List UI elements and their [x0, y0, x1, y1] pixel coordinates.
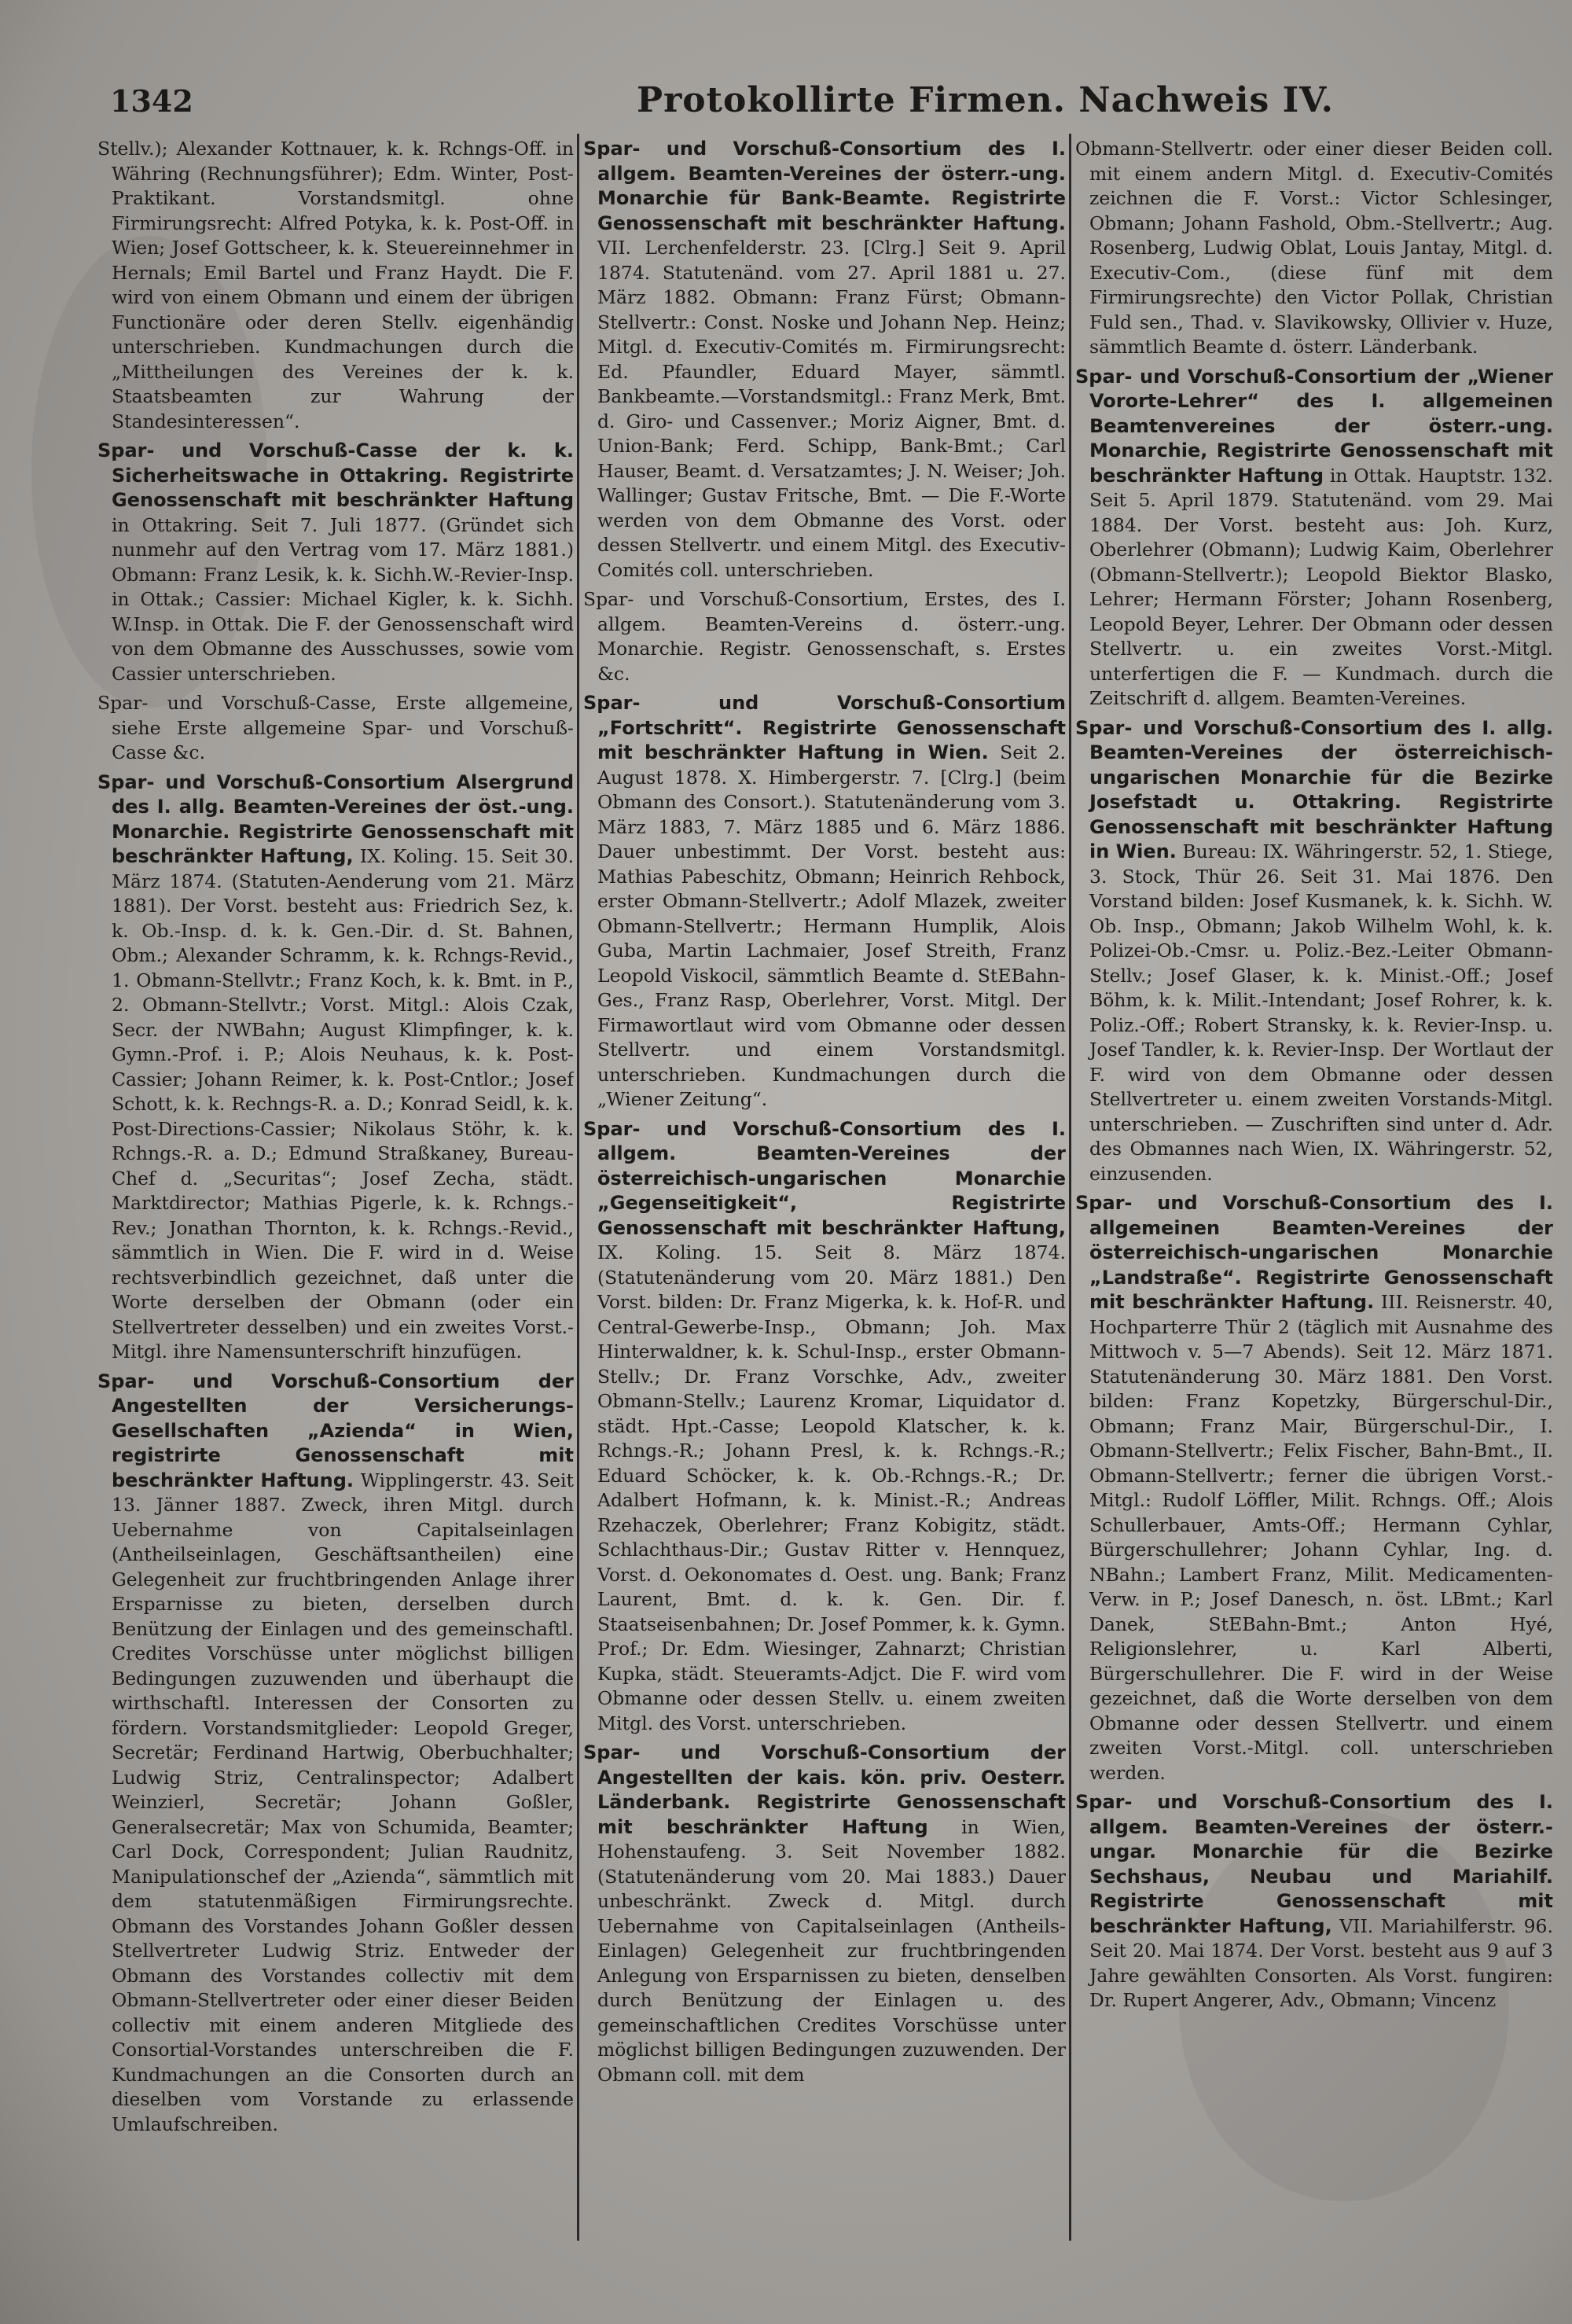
directory-entry	[1075, 1790, 1553, 2013]
entry-text: in Ottakring. Seit 7. Juli 1877. (Gründet sich nunmehr auf den Vertrag vom 17. März 1881.) Obmann: Franz Lesik, k. k. Sichh.W.-Revier-Insp. in Ottak.; Cassier: Michael Kigler, k. k. Sichh. W.Insp. in Ottak. Die F. der Genossenschaft wird von dem Obmanne des Ausschusses, sowie vom Cassier unterschrieben.	[112, 513, 574, 685]
entry-firm-name: Spar- und Vorschuß-Consortium Alsergrund des I. allg. Beamten-Vereines der öst.-ung. Monarchie. Registrirte Genossenschaft mit beschränkter Haftung,	[97, 770, 574, 867]
entry-text: IX. Koling. 15. Seit 30. März 1874. (Statuten-Aenderung vom 21. März 1881). Der Vorst. besteht aus: Friedrich Sez, k. k. Ob.-Insp. d. k. k. Gen.-Dir. d. St. Bahnen, Obm.; Alexander Schramm, k. k. Rchngs-Revid., 1. Obmann-Stellvtr.; Franz Koch, k. k. Bmt. in P., 2. Obmann-Stellvtr.; Vorst. Mitgl.: Alois Czak, Secr. der NWBahn; August Klimpfinger, k. k. Gymn.-Prof. i. P.; Alois Neuhaus, k. k. Post-Cassier; Johann Reimer, k. k. Post-Cntlor.; Josef Schott, k. k. Rechngs-R. a. D.; Konrad Seidl, k. k. Post-Directions-Cassier; Nikolaus Stöhr, k. k. Rchngs.-R. a. D.; Edmund Straßkaney, Bureau-Chef d. „Securitas“; Josef Zecha, städt. Marktdirector; Mathias Pigerle, k. k. Rchngs.-Rev.; Jonathan Thornton, k. k. Rchngs.-Revid., sämmtlich in Wien. Die F. wird in d. Weise rechtsverbindlich gezeichnet, daß unter die Worte derselben der Obmann (oder ein Stellvertreter desselben) und ein zweites Vorst.-Mitgl. ihre Namensunterschrift hinzufügen.	[112, 845, 574, 1362]
entry-firm-name: Spar- und Vorschuß-Consortium der Angestellten der kais. kön. priv. Oesterr. Länderbank. Registrirte Genossenschaft mit beschränkter Haftung	[583, 1741, 1066, 1838]
directory-entry	[1075, 716, 1553, 1187]
entry-text: VII. Mariahilferstr. 96. Seit 20. Mai 1874. Der Vorst. besteht aus 9 auf 3 Jahre gewählten Consorten. Als Vorst. fungiren: Dr. Rupert Angerer, Adv., Obmann; Vincenz	[1089, 1914, 1553, 2011]
entry-text: Bureau: IX. Währingerstr. 52, 1. Stiege, 3. Stock, Thür 26. Seit 31. Mai 1876. Den Vorstand bilden: Josef Kusmanek, k. k. Sichh. W. Ob. Insp., Obmann; Jakob Wilhelm Wohl, k. k. Polizei-Ob.-Cmsr. u. Poliz.-Bez.-Leiter Obmann-Stellv.; Josef Glaser, k. k. Minist.-Off.; Josef Böhm, k. k. Milit.-Intendant; Josef Rohrer, k. k. Poliz.-Off.; Robert Stransky, k. k. Revier-Insp. u. Josef Tandler, k. k. Revier-Insp. Der Wortlaut der F. wird von dem Obmanne oder dessen Stellvertreter u. einem zweiten Vorstands-Mitgl. unterschrieben. — Zuschriften sind unter d. Adr. des Obmannes nach Wien, IX. Währingerstr. 52, einzusenden.	[1089, 840, 1553, 1185]
column-rule	[1069, 134, 1071, 2241]
directory-entry	[97, 1370, 574, 2138]
running-title: Protokollirte Firmen. Nachweis IV.	[637, 80, 1334, 120]
entry-text: Spar- und Vorschuß-Casse, Erste allgemeine, siehe Erste allgemeine Spar- und Vorschuß-Casse &c.	[97, 692, 574, 763]
page-header	[86, 75, 1501, 138]
column-rule	[577, 134, 579, 2241]
entry-text: Wipplingerstr. 43. Seit 13. Jänner 1887. Zweck, ihren Mitgl. durch Uebernahme von Capitalseinlagen (Antheilseinlagen, Geschäftsantheilen) eine Gelegenheit zur fruchtbringenden Anlage ihrer Ersparnisse zu bieten, derselben durch Benützung der Einlagen und des gemeinschaftl. Credites Vorschüsse unter möglichst billigen Bedingungen zuzuwenden und überhaupt die wirthschaftl. Interessen der Consorten zu fördern. Vorstandsmitglieder: Leopold Greger, Secretär; Ferdinand Hartwig, Oberbuchhalter; Ludwig Striz, Centralinspector; Adalbert Weinzierl, Secretär; Johann Goßler, Generalsecretär; Max von Schumida, Beamter; Carl Dock, Correspondent; Julian Raudnitz, Manipulationschef der „Azienda“, sämmtlich mit dem statutenmäßigen Firmirungsrechte. Obmann des Vorstandes Johann Goßler dessen Stellvertreter Ludwig Striz. Entweder der Obmann des Vorstandes collectiv mit dem Obmann-Stellvertreter oder einer dieser Beiden collectiv mit einem anderen Mitgliede des Consortial-Vorstandes unterschreiben die F. Kundmachungen an die Consorten durch an dieselben vom Vorstande zu erlassende Umlaufschreiben.	[112, 1469, 574, 2135]
entry-text: Seit 2. August 1878. X. Himbergerstr. 7. [Clrg.] (beim Obmann des Consort.). Statutenänderung vom 3. März 1883, 7. März 1885 und 6. März 1886. Dauer unbestimmt. Der Vorst. besteht aus: Mathias Pabeschitz, Obmann; Heinrich Rehbock, erster Obmann-Stellvertr.; Adolf Mlazek, zweiter Obmann-Stellvertr.; Hermann Humplik, Alois Guba, Martin Lachmaier, Josef Streith, Franz Leopold Viskocil, sämmtlich Beamte d. StEBahn-Ges., Franz Rasp, Oberlehrer, Vorst. Mitgl. Der Firmawortlaut wird vom Obmanne oder dessen Stellvertr. und einem Vorstandsmitgl. unterschrieben. Kundmachungen durch die „Wiener Zeitung“.	[597, 741, 1066, 1110]
directory-entry	[97, 691, 574, 766]
entry-text: Obmann-Stellvertr. oder einer dieser Beiden coll. mit einem andern Mitgl. d. Executiv-Comités zeichnen die F. Vorst.: Victor Schlesinger, Obmann; Johann Fashold, Obm.-Stellvertr.; Aug. Rosenberg, Ludwig Oblat, Louis Jantay, Mitgl. d. Executiv-Com., (diese fünf mit dem Firmirungsrechte) den Victor Pollak, Christian Fuld sen., Thad. v. Slavikowsky, Ollivier v. Huze, sämmtlich Beamte d. österr. Länderbank.	[1075, 138, 1553, 358]
directory-entry	[583, 1741, 1066, 2087]
directory-entry	[583, 137, 1066, 583]
directory-entry	[1075, 1191, 1553, 1785]
entry-firm-name: Spar- und Vorschuß-Consortium „Fortschritt“. Registrirte Genossenschaft mit beschränkter Haftung in Wien.	[583, 692, 1066, 763]
entry-text: VII. Lerchenfelderstr. 23. [Clrg.] Seit 9. April 1874. Statutenänd. vom 27. April 1881 u. 27. März 1882. Obmann: Franz Fürst; Obmann-Stellvertr.: Const. Noske und Johann Nep. Heinz; Mitgl. d. Executiv-Comités m. Firmirungsrecht: Ed. Pfaundler, Eduard Mayer, sämmtl. Bankbeamte.—Vorstandsmitgl.: Franz Merk, Bmt. d. Giro- und Cassenver.; Moriz Aigner, Bmt. d. Union-Bank; Ferd. Schipp, Bank-Bmt.; Carl Hauser, Beamt. d. Versatzamtes; J. N. Weiser; Joh. Wallinger; Gustav Fritsche, Bmt. — Die F.-Worte werden von dem Obmanne des Vorst. oder dessen Stellvertr. und einem Mitgl. des Executiv-Comités coll. unterschrieben.	[597, 237, 1066, 581]
entry-firm-name: Spar- und Vorschuß-Consortium des I. allg. Beamten-Vereines der österreichisch-ungarischen Monarchie für die Bezirke Josefstadt u. Ottakring. Registrirte Genossenschaft mit beschränkter Haftung in Wien.	[1075, 716, 1553, 862]
column-left	[97, 137, 574, 2236]
page-number: 1342	[110, 83, 193, 119]
column-middle	[583, 137, 1066, 2236]
directory-entry	[583, 1117, 1066, 1737]
entry-firm-name: Spar- und Vorschuß-Consortium des I. allgem. Beamten-Vereines der österreichisch-ungarischen Monarchie „Gegenseitigkeit“, Registrirte Genossenschaft mit beschränkter Haftung,	[583, 1117, 1066, 1239]
column-right	[1075, 137, 1553, 2236]
entry-firm-name: Spar- und Vorschuß-Consortium des I. allgem. Beamten-Vereines der österr.-ung. Monarchie für Bank-Beamte. Registrirte Genossenschaft mit beschränkter Haftung.	[583, 138, 1066, 234]
entry-firm-name: Spar- und Vorschuß-Consortium der Angestellten der Versicherungs-Gesellschaften „Azienda“ in Wien, registrirte Genossenschaft mit beschränkter Haftung.	[97, 1370, 574, 1491]
entry-firm-name: Spar- und Vorschuß-Consortium des I. allgemeinen Beamten-Vereines der österreichisch-ungarischen Monarchie „Landstraße“. Registrirte Genossenschaft mit beschränkter Haftung.	[1075, 1192, 1553, 1313]
directory-entry	[97, 439, 574, 686]
directory-entry	[1075, 137, 1553, 360]
entry-text: III. Reisnerstr. 40, Hochparterre Thür 2 (täglich mit Ausnahme des Mittwoch v. 5—7 Abends). Seit 12. März 1871. Statutenänderung 30. März 1881. Den Vorst. bilden: Franz Kopetzky, Bürgerschul-Dir., Obmann; Franz Mair, Bürgerschul-Dir., I. Obmann-Stellvertr.; Felix Fischer, Bahn-Bmt., II. Obmann-Stellvertr.; ferner die übrigen Vorst.-Mitgl.: Rudolf Löffler, Milit. Rchngs. Off.; Alois Schullerbauer, Amts-Off.; Hermann Cyhlar, Bürgerschullehrer; Johann Cyhlar, Ing. d. NBahn.; Lambert Franz, Milit. Medicamenten-Verw. in P.; Josef Danesch, n. öst. LBmt.; Karl Danek, StEBahn-Bmt.; Anton Hyé, Religionslehrer, u. Karl Alberti, Bürgerschullehrer. Die F. wird in der Weise gezeichnet, daß die Worte derselben von dem Obmanne oder dessen Stellvertr. und einem zweiten Vorst.-Mitgl. coll. unterschrieben werden.	[1089, 1291, 1553, 1784]
entry-text: Spar- und Vorschuß-Consortium, Erstes, des I. allgem. Beamten-Vereins d. österr.-ung. Monarchie. Registr. Genossenschaft, s. Erstes &c.	[583, 588, 1066, 685]
entry-firm-name: Spar- und Vorschuß-Consortium des I. allgem. Beamten-Vereines der österr.-ungar. Monarchie für die Bezirke Sechshaus, Neubau und Mariahilf. Registrirte Genossenschaft mit beschränkter Haftung,	[1075, 1791, 1553, 1937]
entry-firm-name: Spar- und Vorschuß-Consortium der „Wiener Vororte-Lehrer“ des I. allgemeinen Beamtenvereines der österr.-ung. Monarchie, Registrirte Genossenschaft mit beschränkter Haftung	[1075, 365, 1553, 487]
directory-entry	[583, 691, 1066, 1112]
entry-text: in Ottak. Hauptstr. 132. Seit 5. April 1879. Statutenänd. vom 29. Mai 1884. Der Vorst. besteht aus: Joh. Kurz, Oberlehrer (Obmann); Ludwig Kaim, Oberlehrer (Obmann-Stellvertr.); Leopold Biektor Blasko, Lehrer; Hermann Förster; Johann Rosenberg, Leopold Beyer, Lehrer. Der Obmann oder dessen Stellvertr. u. ein zweites Vorst.-Mitgl. unterfertigen die F. — Kundmach. durch die Zeitschrift d. allgem. Beamten-Vereines.	[1089, 464, 1553, 709]
entry-firm-name: Spar- und Vorschuß-Casse der k. k. Sicherheitswache in Ottakring. Registrirte Genossenschaft mit beschränkter Haftung	[97, 439, 574, 511]
directory-entry	[97, 770, 574, 1365]
entry-text: in Wien, Hohenstaufeng. 3. Seit November 1882. (Statutenänderung vom 20. Mai 1883.) Dauer unbeschränkt. Zweck d. Mitgl. durch Uebernahme von Capitalseinlagen (Antheils-Einlagen) Gelegenheit zur fruchtbringenden Anlegung von Ersparnissen zu bieten, denselben durch Benützung der Einlagen u. des gemeinschaftlichen Credites Vorschüsse unter möglichst billigen Bedingungen zuzuwenden. Der Obmann coll. mit dem	[597, 1815, 1066, 2086]
entry-text: IX. Koling. 15. Seit 8. März 1874. (Statutenänderung vom 20. März 1881.) Den Vorst. bilden: Dr. Franz Migerka, k. k. Hof-R. und Central-Gewerbe-Insp., Obmann; Joh. Max Hinterwaldner, k. k. Schul-Insp., erster Obmann-Stellv.; Dr. Franz Vorschke, Adv., zweiter Obmann-Stellv.; Laurenz Kromar, Liquidator d. städt. Hpt.-Casse; Leopold Klatscher, k. k. Rchngs.-R.; Johann Presl, k. k. Rchngs.-R.; Eduard Schöcker, k. k. Ob.-Rchngs.-R.; Dr. Adalbert Hofmann, k. k. Minist.-R.; Andreas Rzehaczek, Oberlehrer; Franz Kobigitz, städt. Schlachthaus-Dir.; Gustav Ritter v. Hennquez, Vorst. d. Oekonomates d. Oest. ung. Bank; Franz Laurent, Bmt. d. k. k. Gen. Dir. f. Staatseisenbahnen; Dr. Josef Pommer, k. k. Gymn. Prof.; Dr. Edm. Wiesinger, Zahnarzt; Christian Kupka, städt. Steueramts-Adjct. Die F. wird vom Obmanne oder dessen Stellv. u. einem zweiten Mitgl. des Vorst. unterschrieben.	[597, 1241, 1066, 1734]
directory-entry	[1075, 365, 1553, 712]
entry-text: Stellv.); Alexander Kottnauer, k. k. Rchngs-Off. in Währing (Rechnungsführer); Edm. Winter, Post-Praktikant. Vorstandsmitgl. ohne Firmirungsrecht: Alfred Potyka, k. k. Post-Off. in Wien; Josef Gottscheer, k. k. Steuereinnehmer in Hernals; Emil Bartel und Franz Haydt. Die F. wird von einem Obmann und einem der übrigen Functionäre oder deren Stellv. eigenhändig unterschrieben. Kundmachungen durch die „Mittheilungen des Vereines der k. k. Staatsbeamten zur Wahrung der Standesinteressen“.	[97, 138, 574, 432]
directory-entry	[97, 137, 574, 434]
directory-entry	[583, 587, 1066, 686]
